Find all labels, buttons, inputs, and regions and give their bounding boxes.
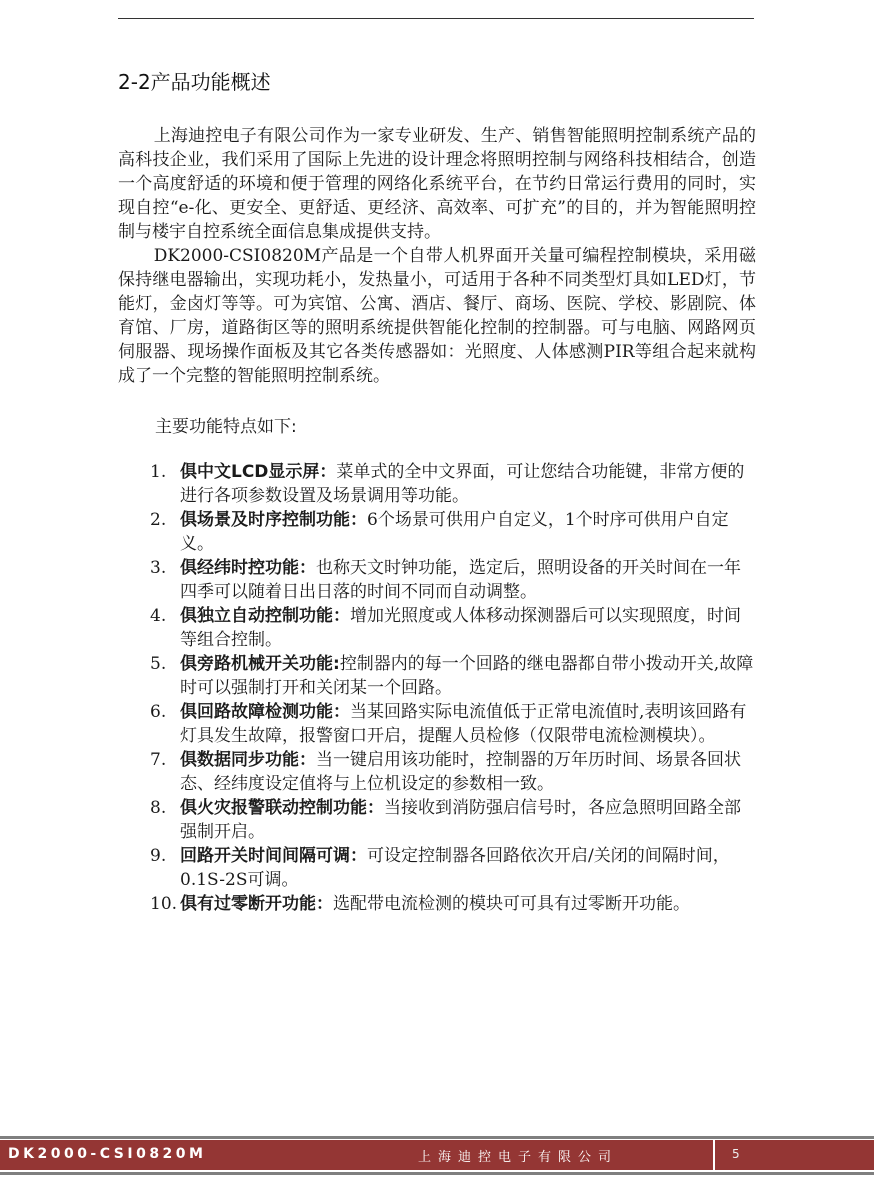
feature-list bbox=[150, 460, 756, 916]
feature-item bbox=[150, 748, 756, 796]
feature-number: 3. bbox=[150, 558, 167, 578]
paragraph-company: 上海迪控电子有限公司作为一家专业研发、生产、销售智能照明控制系统产品的高科技企业，我们采用了国际上先进的设计理念将照明控制与网络科技相结合，创造一个高度舒适的环境和便于管理的网络化系统平台，在节约日常运行费用的同时，实现自控“e-化、更安全、更舒适、更经济、高效率、可扩充”的目的，并为智能照明控制与楼宇自控系统全面信息集成提供支持。 bbox=[118, 126, 756, 242]
page-number: 5 bbox=[732, 1147, 740, 1161]
footer-rule-bottom bbox=[0, 1172, 874, 1175]
intro-text bbox=[118, 124, 756, 388]
feature-number: 4. bbox=[150, 606, 167, 626]
feature-item bbox=[150, 796, 756, 844]
feature-number: 2. bbox=[150, 510, 167, 530]
features-heading: 主要功能特点如下: bbox=[155, 417, 297, 437]
feature-item bbox=[150, 460, 756, 508]
feature-title: 俱中文LCD显示屏： bbox=[180, 462, 337, 482]
feature-item bbox=[150, 604, 756, 652]
feature-item bbox=[150, 844, 756, 892]
feature-text: 当某回路实际电流值低于正常电流值时,表明该回路有灯具发生故障，报警窗口开启，提醒人员检修（仅限带电流检测模块）。 bbox=[180, 702, 747, 746]
feature-text: 当接收到消防强启信号时，各应急照明回路全部强制开启。 bbox=[180, 798, 741, 842]
feature-item bbox=[150, 556, 756, 604]
feature-number: 1. bbox=[150, 462, 167, 482]
feature-item bbox=[150, 652, 756, 700]
feature-text: 控制器内的每一个回路的继电器都自带小拨动开关,故障时可以强制打开和关闭某一个回路。 bbox=[180, 654, 754, 698]
feature-text: 6个场景可供用户自定义，1个时序可供用户自定义。 bbox=[180, 510, 729, 554]
feature-text: 选配带电流检测的模块可可具有过零断开功能。 bbox=[333, 894, 690, 914]
feature-title: 回路开关时间间隔可调： bbox=[180, 846, 367, 866]
footer-model: DK2000-CSI0820M bbox=[8, 1146, 207, 1162]
feature-item bbox=[150, 700, 756, 748]
section-title: 2-2产品功能概述 bbox=[118, 70, 271, 94]
feature-title: 俱回路故障检测功能： bbox=[180, 702, 350, 722]
footer-band bbox=[0, 1140, 874, 1170]
feature-title: 俱独立自动控制功能： bbox=[180, 606, 350, 626]
feature-number: 5. bbox=[150, 654, 167, 674]
header-rule bbox=[118, 18, 754, 19]
feature-number: 7. bbox=[150, 750, 167, 770]
feature-number: 8. bbox=[150, 798, 167, 818]
feature-text: 当一键启用该功能时，控制器的万年历时间、场景各回状态、经纬度设定值将与上位机设定的参数相一致。 bbox=[180, 750, 741, 794]
feature-item bbox=[150, 892, 756, 916]
feature-text: 增加光照度或人体移动探测器后可以实现照度，时间等组合控制。 bbox=[180, 606, 741, 650]
feature-title: 俱旁路机械开关功能: bbox=[180, 654, 340, 674]
feature-title: 俱有过零断开功能： bbox=[180, 894, 333, 914]
feature-title: 俱数据同步功能： bbox=[180, 750, 316, 770]
feature-number: 10. bbox=[150, 894, 178, 914]
feature-number: 6. bbox=[150, 702, 167, 722]
feature-text: 菜单式的全中文界面，可让您结合功能键，非常方便的进行各项参数设置及场景调用等功能。 bbox=[180, 462, 745, 506]
feature-text: 也称天文时钟功能，选定后，照明设备的开关时间在一年四季可以随着日出日落的时间不同而自动调整。 bbox=[180, 558, 741, 602]
feature-item bbox=[150, 508, 756, 556]
feature-title: 俱经纬时控功能： bbox=[180, 558, 316, 578]
feature-text: 可设定控制器各回路依次开启/关闭的间隔时间，0.1S-2S可调。 bbox=[180, 846, 730, 890]
footer-divider bbox=[713, 1140, 715, 1170]
feature-number: 9. bbox=[150, 846, 167, 866]
feature-title: 俱场景及时序控制功能： bbox=[180, 510, 367, 530]
feature-title: 俱火灾报警联动控制功能： bbox=[180, 798, 384, 818]
footer-rule-top bbox=[0, 1136, 874, 1139]
paragraph-product: DK2000-CSI0820M产品是一个自带人机界面开关量可编程控制模块，采用磁保持继电器输出，实现功耗小，发热量小，可适用于各种不同类型灯具如LED灯，节能灯，金卤灯等等。可为宾馆、公寓、酒店、餐厅、商场、医院、学校、影剧院、体育馆、厂房，道路街区等的照明系统提供智能化控制的控制器。可与电脑、网路网页伺服器、现场操作面板及其它各类传感器如：光照度、人体感测PIR等组合起来就构成了一个完整的智能照明控制系统。 bbox=[118, 246, 756, 386]
footer-company: 上海迪控电子有限公司 bbox=[418, 1150, 619, 1165]
